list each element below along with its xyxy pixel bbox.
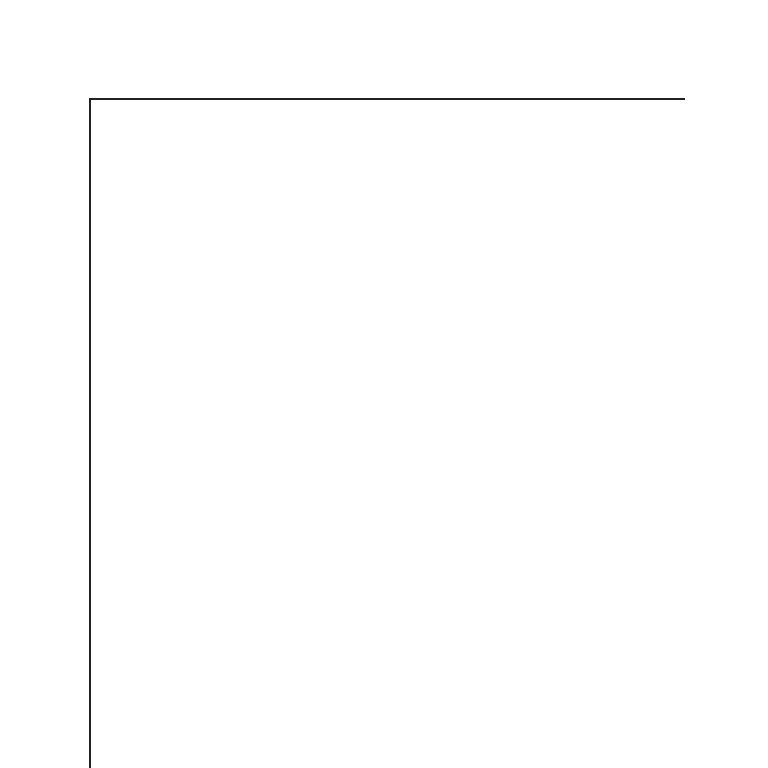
counting-grid: [89, 98, 685, 768]
